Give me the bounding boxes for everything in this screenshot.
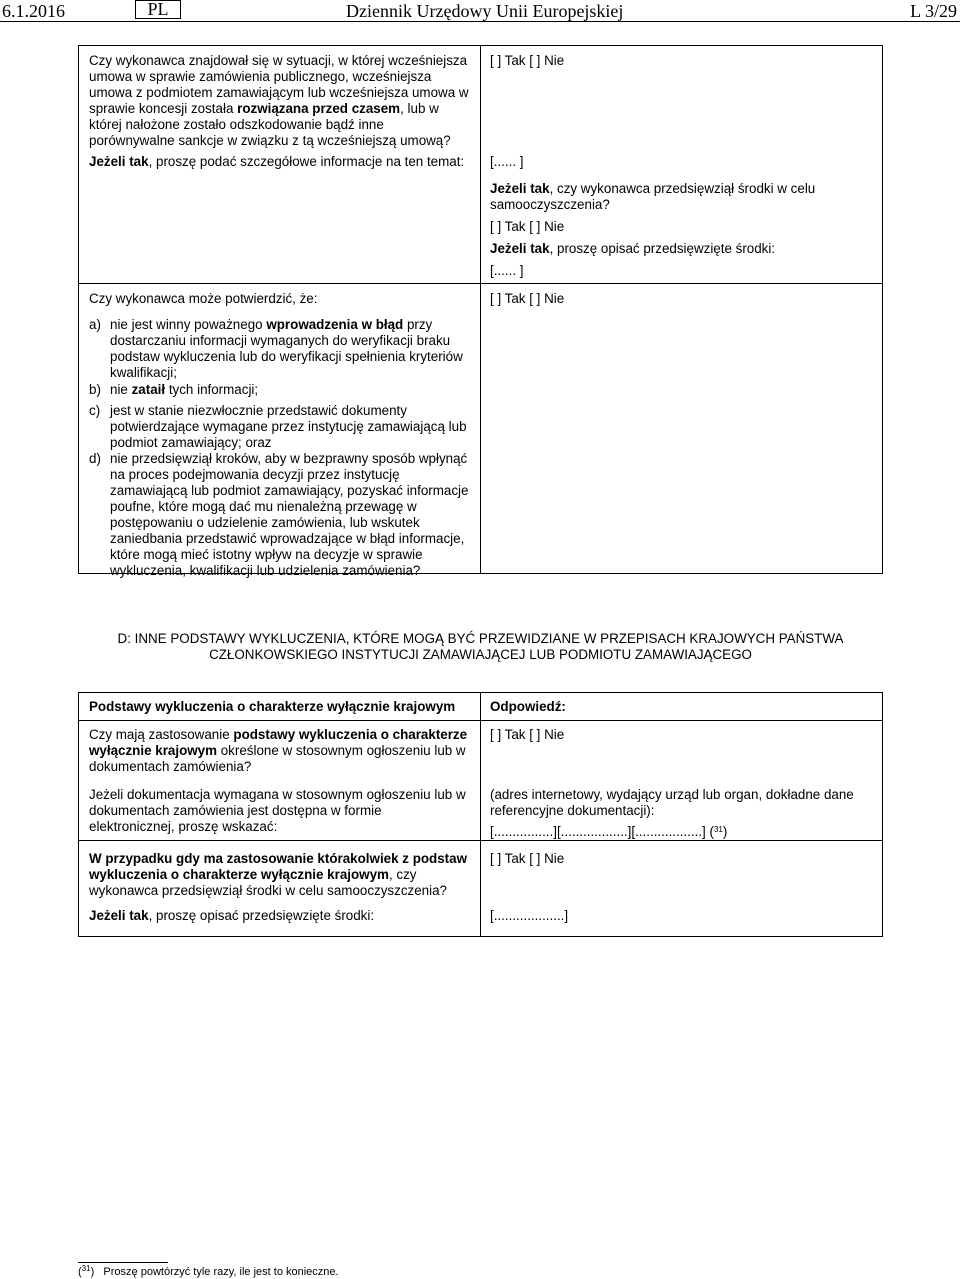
row-divider [79,840,882,841]
footnote: ($^{31}$) Proszę powtórzyć tyle razy, ile jest to konieczne. [78,1264,339,1278]
question-self-cleaning-measures: Jeżeli tak, proszę opisać przedsięwzięte środki: [490,241,776,256]
header-date: 6.1.2016 [2,1,65,21]
header-answer: Odpowiedź: [490,699,566,714]
answer-self-cleaning-measures[interactable]: [...... ] [490,263,524,278]
header-language-box: PL [135,0,181,19]
answer-electronic-documentation-fields[interactable]: [................][..................][..................] ($^{31}$) [490,824,728,839]
question-confirm-intro: Czy wykonawca może potwierdzić, że: [89,291,318,306]
question-national-grounds: Czy mają zastosowanie podstawy wykluczenia o charakterze wyłącznie krajowym określone w stosownym ogłoszeniu lub w dokumentach zamówienia? [89,727,468,774]
row-divider [79,283,882,284]
footnote-rule [78,1262,168,1263]
answer-self-cleaning[interactable]: [ ] Tak [ ] Nie [490,219,565,234]
question-national-self-cleaning: W przypadku gdy ma zastosowanie którakolwiek z podstaw wykluczenia o charakterze wyłącznie krajowym, czy wykonawca przedsięwziął środki w celu samooczyszczenia? [89,851,467,898]
answer-national-self-cleaning[interactable]: [ ] Tak [ ] Nie [490,851,565,866]
question-self-cleaning: Jeżeli tak, czy wykonawca przedsięwziął środki w celu samooczyszczenia? [490,181,816,212]
question-details: Jeżeli tak, proszę podać szczegółowe informacje na ten temat: [89,154,465,169]
question-national-measures: Jeżeli tak, proszę opisać przedsięwzięte środki: [89,908,375,923]
header-page-number: L 3/29 [910,1,957,21]
answer-electronic-documentation-desc: (adres internetowy, wydający urząd lub organ, dokładne dane referencyjne dokumentacji): [490,787,854,818]
section-d-heading: D: INNE PODSTAWY WYKLUCZENIA, KTÓRE MOGĄ BYĆ PRZEWIDZIANE W PRZEPISACH KRAJOWYCH PAŃSTWA CZŁONKOWSKIEGO INSTYTUCJI ZAMAWIAJĄCEJ LUB PODMIOTU ZAMAWIAJĄCEGO [117,631,844,662]
answer-confirm[interactable]: [ ] Tak [ ] Nie [490,291,565,306]
header-national-grounds: Podstawy wykluczenia o charakterze wyłącznie krajowym [89,699,456,714]
national-exclusion-table [78,692,883,937]
answer-details[interactable]: [...... ] [490,154,524,169]
column-divider [480,46,481,573]
exclusion-table-top: Czy wykonawca znajdował się w sytuacji, w której wcześniejsza umowa w sprawie zamówienia publicznego, wcześniejsza umowa z podmiotem zamawiającym lub wcześniejsza umowa w sprawie koncesji została rozwiązana przed czasem, lub w której nałożone zostało odszkodowanie bądź inne porównywalne sankcje w związku z tą wcześniejszą umową? [ ] Tak [ ] Nie Jeżeli tak, proszę podać szczegółowe informacje na ten temat: [...... ] Jeżeli tak, czy wykonawca przedsięwziął środki w celu samooczyszczenia? [ ] Tak [ ] Nie Jeżeli tak, proszę opisać przedsięwzięte środki: [...... ] Czy wykonawca może potwierdzić, że: [ ] Tak [ ] Nie a) nie jest winny poważnego wprowadzenia w błąd przy dostarczaniu informacji wymaganych do weryfikacji braku podstaw wykluczenia lub do weryfikacji spełnienia kryteriów kwalifikacji; b) nie zataił tych informacji; c) jest w stanie niezwłocznie przedstawić dokumenty potwierdzające wymagane przez instytucję zamawiającą lub podmiot zamawiający; oraz d) nie przedsięwziął kroków, aby w bezprawny sposób wpłynąć na proces podejmowania decyzji przez instytucję zamawiającą lub podmiot zamawiający, pozyskać informacje poufne, które mogą dać mu nienależną przewagę w postępowaniu o udzielenie zamówienia, lub wskutek zaniedbania przedstawić wprowadzające w błąd informacje, które mogą mieć istotny wpływ na decyzje w sprawie wykluczenia, kwalifikacji lub udzielenia zamówienia? [78,45,883,574]
question-early-termination: Czy wykonawca znajdował się w sytuacji, w której wcześniejsza umowa w sprawie zamówienia publicznego, wcześniejsza umowa z podmiotem zamawiającym lub wcześniejsza umowa w sprawie koncesji została rozwiązana przed czasem, lub w której nałożone zostało odszkodowanie bądź inne porównywalne sankcje w związku z tą wcześniejszą umową? [89,53,469,148]
row-divider [79,720,882,721]
answer-national-grounds[interactable]: [ ] Tak [ ] Nie [490,727,565,742]
page-header [0,0,960,22]
answer-early-termination[interactable]: [ ] Tak [ ] Nie [490,53,565,68]
question-electronic-documentation: Jeżeli dokumentacja wymagana w stosownym ogłoszeniu lub w dokumentach zamówienia jest dostępna w formie elektronicznej, proszę wskazać: [89,787,466,834]
header-title: Dziennik Urzędowy Unii Europejskiej [346,1,624,21]
header-rule [0,21,960,22]
answer-national-measures[interactable]: [...................] [490,908,569,923]
footnote-ref: 31 [713,825,723,834]
column-divider [480,693,481,936]
